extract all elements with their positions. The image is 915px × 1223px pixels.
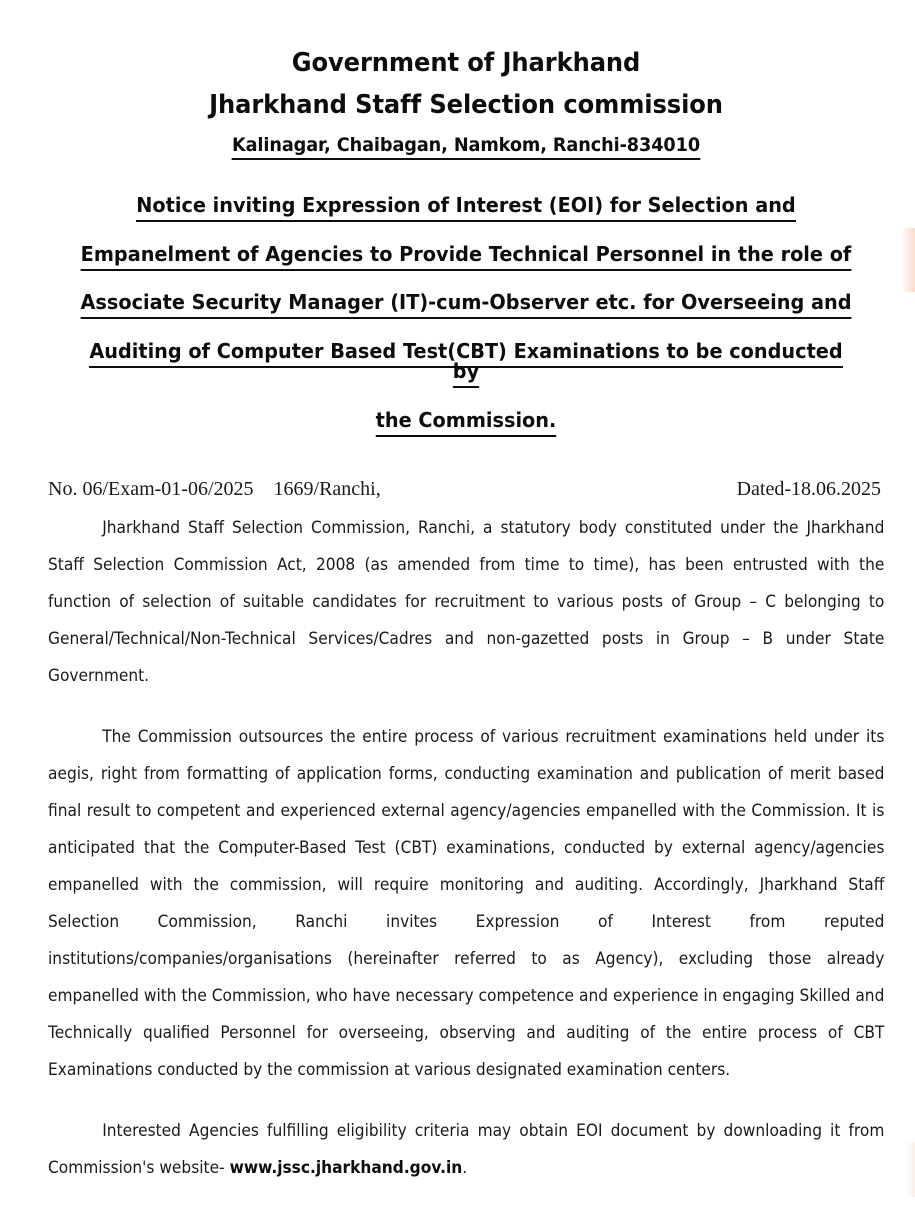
notice-date: Dated-18.06.2025 [736, 478, 881, 500]
government-name: Government of Jharkhand [291, 48, 641, 78]
reference-number: No. 06/Exam-01-06/2025 1669/Ranchi, [48, 478, 381, 500]
notice-title-line-3: Associate Security Manager (IT)-cum-Observer etc. for Overseeing and [73, 292, 859, 313]
commission-website: www.jssc.jharkhand.gov.in [229, 1158, 463, 1177]
commission-address [77, 118, 854, 155]
masthead [48, 0, 884, 155]
notice-title-line-2: Empanelment of Agencies to Provide Technical Personnel in the role of [73, 244, 859, 265]
notice-title-line-5: the Commission. [73, 410, 859, 431]
paragraph-3-text-before: Interested Agencies fulfilling eligibility criteria may obtain EOI document by downloading it from Commission's website- [48, 1121, 885, 1177]
notice-title-line-4: Auditing of Computer Based Test(CBT) Examinations to be conducted by [73, 341, 859, 382]
paragraph-1 [48, 509, 884, 694]
paragraph-3 [48, 1112, 884, 1186]
notice-title [48, 155, 884, 430]
paragraph-1-text: Jharkhand Staff Selection Commission, Ranchi, a statutory body constituted under the Jharkhand Staff Selection Commission Act, 2008 (as amended from time to time), has been entrusted with the function of selection of suitable candidates for recruitment to various posts of Group – C belonging to General/Technical/Non-Technical Services/Cadres and non-gazetted posts in Group – B under State Government. [48, 518, 885, 685]
commission-address-text: Kalinagar, Chaibagan, Namkom, Ranchi-834010 [232, 134, 700, 160]
paragraph-3-text-after: . [462, 1158, 468, 1177]
reference-row [48, 458, 884, 501]
notice-title-line-1: Notice inviting Expression of Interest (EOI) for Selection and [73, 195, 859, 216]
paragraph-2 [48, 718, 884, 1088]
paragraph-2-text: The Commission outsources the entire process of various recruitment examinations held under its aegis, right from formatting of application forms, conducting examination and publication of merit based final result to competent and experienced external agency/agencies empanelled with the Commission. It is anticipated that the Computer-Based Test (CBT) examinations, conducted by external agency/agencies empanelled with the commission, will require monitoring and auditing. Accordingly, Jharkhand Staff Selection Commission, Ranchi invites Expression of Interest from reputed institutions/companies/organisations (hereinafter referred to as Agency), excluding those already empanelled with the Commission, who have necessary competence and experience in engaging Skilled and Technically qualified Personnel for overseeing, observing and auditing of the entire process of CBT Examinations conducted by the commission at various designated examination centers. [48, 727, 885, 1079]
commission-name: Jharkhand Staff Selection commission [209, 90, 723, 120]
